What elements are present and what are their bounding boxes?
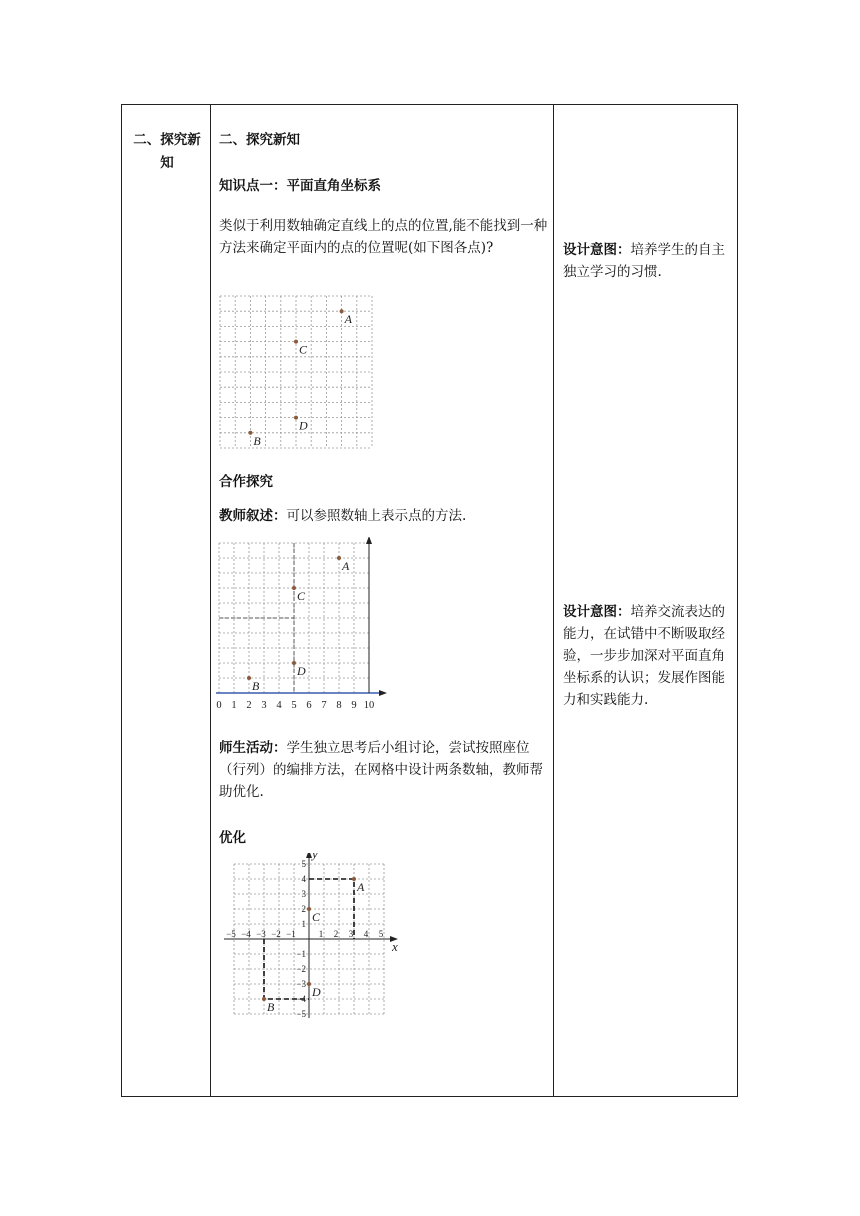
grid-figure-2 [216, 537, 396, 713]
x-tick-label: 3 [348, 929, 354, 939]
point-label-a: A [344, 312, 352, 327]
point-d [307, 982, 311, 986]
point-label-d: D [312, 985, 321, 999]
tick-label: 4 [276, 700, 282, 711]
y-axis-label: y [312, 853, 318, 861]
design-intent-1 [563, 239, 735, 283]
y-tick-label: −2 [296, 964, 306, 974]
point-label-c: C [312, 910, 321, 924]
point-c [294, 340, 298, 344]
point-d [292, 661, 296, 665]
coordinate-figure [211, 853, 401, 1027]
point-label-a: A [342, 559, 350, 573]
lesson-table [121, 104, 738, 1097]
kp1-title: 知识点一：平面直角坐标系 [219, 178, 381, 194]
point-b [247, 676, 251, 680]
intent-cell [554, 105, 739, 1096]
teacher-text: 可以参照数轴上表示点的方法. [286, 508, 467, 524]
section-cell [122, 105, 210, 1096]
x-tick-label: 1 [318, 929, 324, 939]
point-label-d: D [297, 664, 306, 678]
activity-text: 学生独立思考后小组讨论，尝试按照座位（行列）的编排方法，在网格中设计两条数轴，教师帮助优化. [219, 740, 543, 800]
point-label-b: B [252, 679, 260, 693]
point-label-a: A [357, 880, 365, 894]
point-a [337, 556, 341, 560]
point-b [262, 997, 266, 1001]
intent-label-2: 设计意图： [563, 604, 631, 620]
optimize-title: 优化 [219, 830, 246, 846]
y-tick-label: 5 [301, 859, 306, 869]
intent-text-1: 培养学生的自主独立学习的习惯. [563, 242, 725, 280]
teacher-paragraph [219, 505, 549, 527]
point-c [307, 907, 311, 911]
tick-label: 8 [336, 700, 342, 711]
point-b [248, 431, 252, 435]
y-tick-label: −5 [296, 1009, 306, 1019]
point-a [352, 877, 356, 881]
content-cell [211, 105, 553, 1096]
x-tick-label: −3 [256, 929, 266, 939]
activity-paragraph [219, 737, 549, 803]
tick-label: 6 [306, 700, 312, 711]
tick-label: 0 [216, 700, 222, 711]
x-axis-label: x [392, 939, 398, 954]
y-tick-label: 4 [301, 874, 306, 884]
x-tick-label: −5 [226, 929, 236, 939]
x-tick-label: −2 [271, 929, 281, 939]
point-label-b: B [267, 1000, 275, 1014]
vertical-axis-arrow [366, 537, 372, 544]
point-a [340, 309, 344, 313]
tick-label: 5 [291, 700, 297, 711]
tick-label: 2 [246, 700, 252, 711]
x-tick-label: 5 [378, 929, 384, 939]
x-tick-label: 4 [363, 929, 369, 939]
point-d [294, 416, 298, 420]
tick-label: 10 [363, 700, 375, 711]
intent-label-1: 设计意图： [563, 242, 631, 258]
teacher-label: 教师叙述： [219, 508, 287, 524]
point-c [292, 586, 296, 590]
y-tick-label: −3 [296, 979, 306, 989]
intro-paragraph: 类似于利用数轴确定直线上的点的位置,能不能找到一种方法来确定平面内的点的位置呢(如下图各点)? [219, 218, 548, 256]
tick-label: 9 [351, 700, 357, 711]
number-line-arrow [379, 690, 387, 696]
point-label-b: B [253, 433, 261, 448]
content-heading: 二、探究新知 [219, 132, 300, 148]
tick-label: 7 [321, 700, 327, 711]
x-tick-label: 2 [333, 929, 339, 939]
x-tick-label: −1 [286, 929, 296, 939]
activity-label: 师生活动： [219, 740, 287, 756]
grid-figure-1 [219, 295, 379, 455]
point-label-d: D [299, 418, 308, 433]
y-tick-label: 3 [301, 889, 306, 899]
y-tick-label: −1 [296, 949, 306, 959]
point-label-c: C [297, 589, 306, 603]
y-tick-label: 1 [301, 919, 306, 929]
section-label: 二、探究新知 [133, 132, 201, 171]
design-intent-2 [563, 601, 735, 711]
y-tick-label: 2 [301, 904, 306, 914]
point-label-c: C [299, 342, 308, 357]
y-tick-label: −4 [296, 994, 306, 1004]
x-tick-label: −4 [241, 929, 251, 939]
coop-title: 合作探究 [219, 474, 273, 490]
intent-text-2: 培养交流表达的能力，在试错中不断吸取经验，一步步加深对平面直角坐标系的认识；发展作图能力和实践能力. [563, 604, 725, 708]
tick-label: 3 [261, 700, 267, 711]
tick-label: 1 [231, 700, 237, 711]
